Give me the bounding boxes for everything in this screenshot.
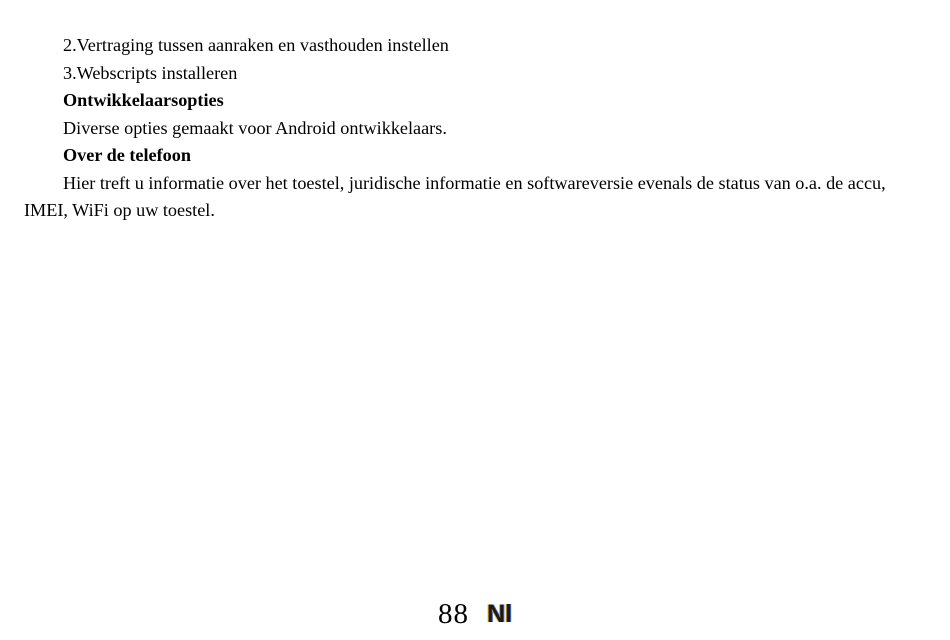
paragraph-webscripts: 3.Webscripts installeren bbox=[63, 62, 238, 83]
document-body bbox=[24, 32, 904, 225]
language-code: Nl bbox=[487, 600, 512, 628]
page-number: 88 bbox=[438, 598, 469, 630]
paragraph-about-phone: Hier treft u informatie over het toestel, juridische informatie en softwareversie evenals de status van o.a. de accu, IMEI, WiFi op uw toestel. bbox=[24, 172, 886, 220]
heading-about-phone: Over de telefoon bbox=[63, 145, 191, 165]
paragraph-touch-delay: 2.Vertraging tussen aanraken en vasthouden instellen bbox=[63, 35, 449, 55]
paragraph-developer-options: Diverse opties gemaakt voor Android ontwikkelaars. bbox=[63, 117, 447, 138]
page-footer bbox=[0, 598, 950, 631]
heading-developer-options: Ontwikkelaarsopties bbox=[63, 90, 224, 110]
